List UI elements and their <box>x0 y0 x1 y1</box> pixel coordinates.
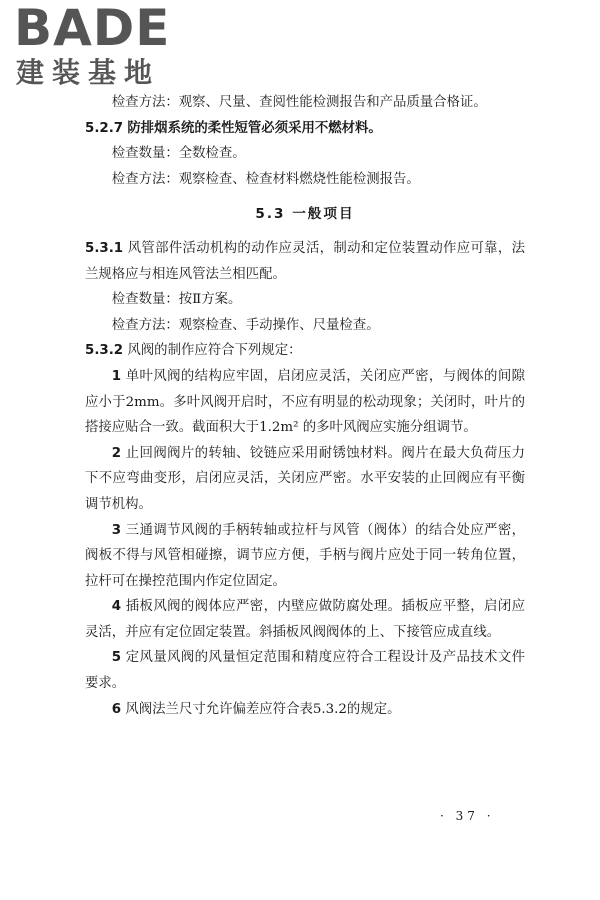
logo-subtitle: 建装基地 <box>16 56 161 89</box>
inspection-quantity: 检查数量：按Ⅱ方案。 <box>111 292 242 308</box>
inspection-method: 检查方法：观察检查、手动操作、尺量检查。 <box>111 317 380 333</box>
clause-number: 5.2.7 <box>85 120 124 136</box>
item-number: 3 <box>111 522 122 538</box>
inspection-method: 检查方法：观察检查、检查材料燃烧性能检测报告。 <box>111 171 420 187</box>
list-item <box>85 697 525 723</box>
item-number: 1 <box>111 368 122 384</box>
clause-number: 5.3.1 <box>85 240 124 256</box>
clause-text: 风阀的制作应符合下列规定： <box>127 343 302 359</box>
item-text: 定风量风阀的风量恒定范围和精度应符合工程设计及产品技术文件要求。 <box>85 650 525 692</box>
clause-text: 风管部件活动机构的动作应灵活，制动和定位装置动作应可靠，法兰规格应与相连风管法兰相匹配。 <box>85 240 525 282</box>
item-text: 插板风阀的阀体应严密，内壁应做防腐处理。插板应平整，启闭应灵活，并应有定位固定装置。斜插板风阀阀体的上、下接管应成直线。 <box>85 599 525 640</box>
item-text: 止回阀阀片的转轴、铰链应采用耐锈蚀材料。阀片在最大负荷压力下不应弯曲变形，启闭应灵活，关闭应严密。水平安装的止回阀应有平衡调节机构。 <box>85 445 525 512</box>
item-text: 三通调节风阀的手柄转轴或拉杆与风管（阀体）的结合处应严密，阀板不得与风管相碰擦，调节应方便，手柄与阀片应处于同一转角位置，拉杆可在操控范围内作定位固定。 <box>85 522 525 589</box>
item-number: 5 <box>111 650 122 666</box>
document-body <box>85 90 525 722</box>
list-item <box>85 441 525 518</box>
logo-wordmark: BADE <box>14 0 171 57</box>
clause-number: 5.3.2 <box>85 343 124 359</box>
clause-5-3-2 <box>85 338 525 364</box>
clause-5-2-7 <box>85 116 525 142</box>
item-number: 2 <box>111 445 122 461</box>
section-title: 5.3 一般项目 <box>255 206 355 223</box>
list-item <box>85 594 525 645</box>
inspection-method-line: 检查方法：观察、尺量、查阅性能检测报告和产品质量合格证。 <box>111 95 487 110</box>
list-item <box>85 364 525 441</box>
item-number: 6 <box>111 701 122 717</box>
inspection-quantity: 检查数量：全数检查。 <box>111 146 246 162</box>
clause-5-3-1 <box>85 236 525 287</box>
list-item <box>85 645 525 696</box>
page-number: · 37 · <box>440 809 495 823</box>
item-number: 4 <box>111 599 122 615</box>
clause-title: 防排烟系统的柔性短管必须采用不燃材料。 <box>127 120 382 136</box>
item-text: 单叶风阀的结构应牢固，启闭应灵活，关闭应严密，与阀体的间隙应小于2mm。多叶风阀开启时，不应有明显的松动现象；关闭时，叶片的搭接应贴合一致。截面积大于1.2m² 的多叶风阀应实施分组调节。 <box>85 368 525 436</box>
bade-logo <box>14 2 179 94</box>
list-item <box>85 518 525 595</box>
item-text: 风阀法兰尺寸允许偏差应符合表5.3.2的规定。 <box>125 701 401 717</box>
